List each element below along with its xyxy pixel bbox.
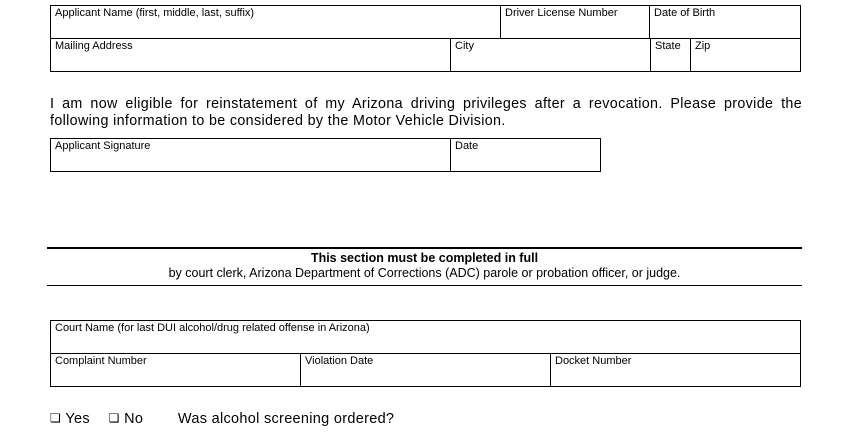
complaint-number-field[interactable] — [50, 353, 301, 387]
section-title: This section must be completed in full — [310, 251, 539, 265]
state-field[interactable] — [650, 38, 691, 72]
signature-date-field[interactable] — [450, 138, 601, 172]
applicant-signature-field[interactable] — [50, 138, 451, 172]
eligibility-statement: I am now eligible for reinstatement of my Arizona driving privileges after a revocation. Please provide the following information to be considered by the Motor Vehicle Division. — [50, 96, 802, 129]
mailing-address-label: Mailing Address — [55, 40, 133, 52]
no-checkbox-icon[interactable]: ❏ — [108, 411, 120, 425]
zip-label: Zip — [695, 40, 711, 52]
docket-number-field[interactable] — [550, 353, 801, 387]
state-label: State — [655, 40, 681, 52]
driver-license-field[interactable] — [500, 5, 650, 39]
signature-date-label: Date — [455, 140, 479, 152]
section-top-rule — [47, 247, 802, 249]
mailing-address-field[interactable] — [50, 38, 451, 72]
section-bottom-rule — [47, 285, 802, 286]
applicant-name-label: Applicant Name (first, middle, last, suffix) — [55, 7, 255, 19]
applicant-signature-label: Applicant Signature — [55, 140, 151, 152]
yes-label: Yes — [65, 411, 90, 427]
date-of-birth-label: Date of Birth — [654, 7, 716, 19]
docket-number-label: Docket Number — [555, 355, 632, 367]
complaint-number-label: Complaint Number — [55, 355, 147, 367]
alcohol-screening-question: Was alcohol screening ordered? — [177, 411, 395, 427]
city-label: City — [455, 40, 474, 52]
court-name-label: Court Name (for last DUI alcohol/drug related offense in Arizona) — [55, 322, 370, 334]
driver-license-label: Driver License Number — [505, 7, 618, 19]
yes-option[interactable] — [50, 410, 90, 428]
city-field[interactable] — [450, 38, 651, 72]
alcohol-screening-row — [50, 410, 394, 428]
violation-date-field[interactable] — [300, 353, 551, 387]
no-label: No — [124, 411, 144, 427]
section-subtitle: by court clerk, Arizona Department of Corrections (ADC) parole or probation officer, or judge. — [168, 266, 681, 280]
date-of-birth-field[interactable] — [649, 5, 801, 39]
no-option[interactable] — [109, 410, 144, 428]
violation-date-label: Violation Date — [305, 355, 374, 367]
zip-field[interactable] — [690, 38, 801, 72]
applicant-name-field[interactable] — [50, 5, 501, 39]
yes-checkbox-icon[interactable]: ❏ — [50, 411, 62, 425]
court-name-field[interactable] — [50, 320, 801, 354]
